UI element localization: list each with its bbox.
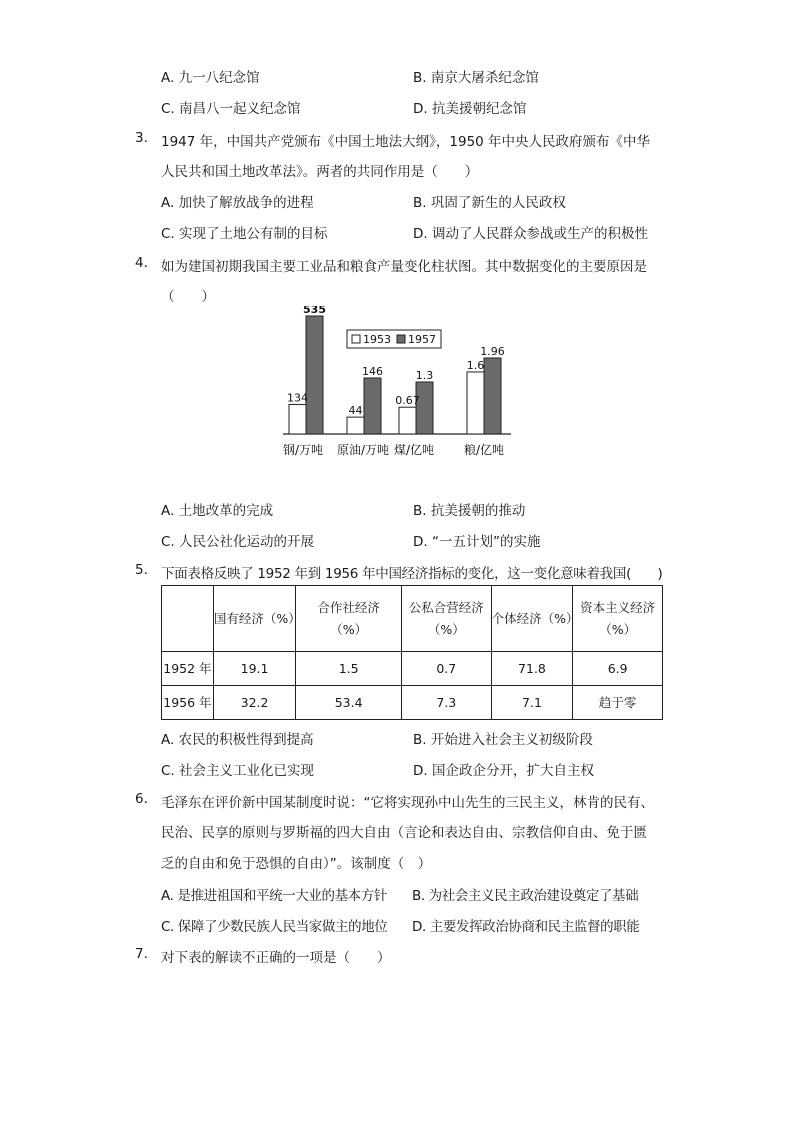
- bar-1957: [364, 378, 381, 434]
- table-cell: 趋于零: [573, 686, 663, 720]
- table-header-cell: 个体经济（%）: [491, 586, 573, 652]
- table-cell: 53.4: [296, 686, 402, 720]
- legend-label-1957: 1957: [408, 333, 436, 346]
- q5-stem-line1: 下面表格反映了 1952 年到 1956 年中国经济指标的变化，这一变化意味着我国( ): [161, 566, 663, 582]
- table-header-row: [162, 586, 663, 652]
- q7-stem-line1: 对下表的解读不正确的一项是（ ）: [161, 950, 391, 966]
- table-header-cell: 资本主义经济（%）: [573, 586, 663, 652]
- q5-number: 5.: [135, 562, 148, 578]
- bar-1953: [467, 372, 484, 434]
- q6-option-c[interactable]: C. 保障了少数民族人民当家做主的地位: [161, 919, 388, 935]
- category-label: 钢/万吨: [282, 443, 324, 457]
- legend-label-1953: 1953: [363, 333, 391, 346]
- table-cell: 19.1: [213, 652, 296, 686]
- category-label: 原油/万吨: [336, 443, 390, 457]
- q2-option-c[interactable]: C. 南昌八一起义纪念馆: [161, 101, 301, 117]
- q3-stem-line2: 人民共和国土地改革法》。两者的共同作用是（ ）: [161, 164, 479, 180]
- legend-swatch-1953: [352, 335, 360, 343]
- bar-1957: [484, 358, 501, 434]
- table-cell: 7.3: [401, 686, 491, 720]
- table-cell: 71.8: [491, 652, 573, 686]
- data-label-1957: 1.3: [415, 369, 434, 382]
- bar-1953: [289, 404, 306, 434]
- table-row: [162, 652, 663, 686]
- category-label: 粮/亿吨: [463, 443, 505, 457]
- q6-option-a[interactable]: A. 是推进祖国和平统一大业的基本方针: [161, 888, 387, 904]
- q3-stem-line1: 1947 年，中国共产党颁布《中国土地法大纲》，1950 年中央人民政府颁布《中华: [161, 134, 651, 150]
- q4-option-b[interactable]: B. 抗美援朝的推动: [413, 503, 526, 519]
- q6-option-d[interactable]: D. 主要发挥政治协商和民主监督的职能: [412, 919, 640, 935]
- q5-option-b[interactable]: B. 开始进入社会主义初级阶段: [413, 732, 593, 748]
- q3-option-a[interactable]: A. 加快了解放战争的进程: [161, 195, 314, 211]
- q2-option-d[interactable]: D. 抗美援朝纪念馆: [413, 101, 527, 117]
- q4-option-d[interactable]: D. “一五计划”的实施: [413, 534, 541, 550]
- q4-stem-line2: （ ）: [161, 289, 215, 305]
- q5-option-c[interactable]: C. 社会主义工业化已实现: [161, 763, 315, 779]
- bar-1957: [306, 316, 323, 434]
- chart-svg: [279, 306, 519, 466]
- table-cell: 32.2: [213, 686, 296, 720]
- data-label-1953: 44: [348, 404, 363, 418]
- data-label-1953: 1.6: [466, 358, 485, 372]
- q6-stem-line1: 毛泽东在评价新中国某制度时说：“它将实现孙中山先生的三民主义，林肯的民有、: [161, 795, 654, 811]
- q2-option-a[interactable]: A. 九一八纪念馆: [161, 70, 260, 86]
- table-cell: 1.5: [296, 652, 402, 686]
- data-label-1953: 0.67: [395, 394, 420, 408]
- table-cell: 6.9: [573, 652, 663, 686]
- q2-option-b[interactable]: B. 南京大屠杀纪念馆: [413, 70, 539, 86]
- q6-option-b[interactable]: B. 为社会主义民主政治建设奠定了基础: [412, 888, 639, 904]
- table-cell: 1952 年: [162, 652, 214, 686]
- data-label-1953: 134: [287, 391, 308, 405]
- table-cell: 7.1: [491, 686, 573, 720]
- bar-1953: [347, 417, 364, 434]
- table-header-cell: 公私合营经济（%）: [401, 586, 491, 652]
- q5-option-a[interactable]: A. 农民的积极性得到提高: [161, 732, 314, 748]
- table-cell: 1956 年: [162, 686, 214, 720]
- table-header-cell: 合作社经济（%）: [296, 586, 402, 652]
- legend-swatch-1957: [397, 335, 405, 343]
- q4-option-c[interactable]: C. 人民公社化运动的开展: [161, 534, 315, 550]
- q6-number: 6.: [135, 791, 148, 807]
- bar-1953: [399, 407, 416, 434]
- production-bar-chart: [279, 306, 519, 466]
- q6-stem-line2: 民治、民享的原则与罗斯福的四大自由（言论和表达自由、宗教信仰自由、免于匮: [161, 825, 647, 841]
- q6-stem-line3: 乏的自由和免于恐惧的自由）”。该制度（ ）: [161, 856, 432, 872]
- q7-number: 7.: [135, 946, 148, 962]
- table-header-cell: [162, 586, 214, 652]
- q4-stem-line1: 如为建国初期我国主要工业品和粮食产量变化柱状图。其中数据变化的主要原因是: [161, 259, 647, 275]
- q3-option-c[interactable]: C. 实现了土地公有制的目标: [161, 226, 328, 242]
- q5-option-d[interactable]: D. 国企政企分开，扩大自主权: [413, 763, 594, 779]
- data-label-1957: 535: [303, 306, 326, 316]
- bar-1957: [416, 382, 433, 434]
- economy-table: [161, 585, 663, 720]
- data-label-1957: 1.96: [480, 345, 505, 358]
- table-cell: 0.7: [401, 652, 491, 686]
- q4-option-a[interactable]: A. 土地改革的完成: [161, 503, 274, 519]
- table-row: [162, 686, 663, 720]
- q3-option-d[interactable]: D. 调动了人民群众参战或生产的积极性: [413, 226, 648, 242]
- q3-number: 3.: [135, 130, 148, 146]
- q3-option-b[interactable]: B. 巩固了新生的人民政权: [413, 195, 566, 211]
- category-label: 煤/亿吨: [393, 443, 435, 457]
- q4-number: 4.: [135, 255, 148, 271]
- data-label-1957: 146: [362, 365, 383, 378]
- table-header-cell: 国有经济（%）: [213, 586, 296, 652]
